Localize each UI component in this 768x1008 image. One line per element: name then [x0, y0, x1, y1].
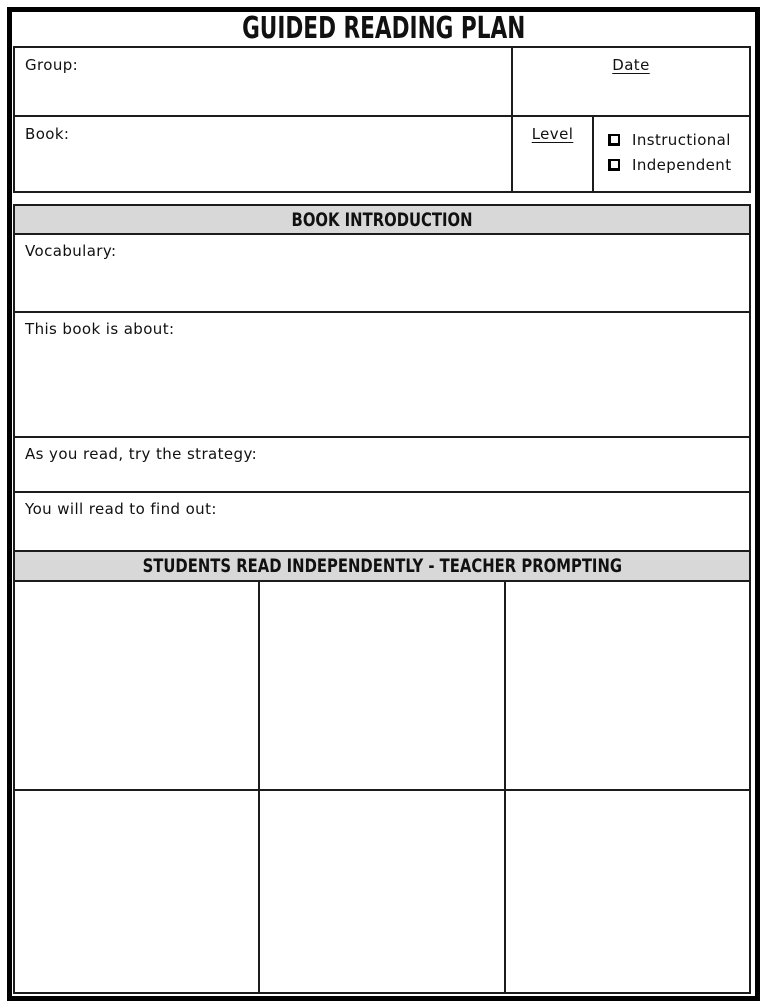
prompting-cell-r2c3[interactable]: [504, 791, 749, 992]
page-title: [0, 11, 768, 46]
students-read-header-text: STUDENTS READ INDEPENDENTLY - TEACHER PROMPTING: [142, 555, 622, 577]
group-label: Group:: [25, 56, 79, 74]
book-about-label: This book is about:: [25, 320, 175, 338]
level-label: Level: [531, 125, 574, 143]
book-label: Book:: [25, 125, 70, 143]
strategy-label: As you read, try the strategy:: [25, 445, 258, 463]
group-field[interactable]: [15, 48, 513, 117]
instructional-label: Instructional: [632, 131, 731, 149]
book-introduction-header: [15, 206, 749, 235]
students-read-header: [15, 552, 749, 582]
page-title-text: GUIDED READING PLAN: [242, 11, 526, 46]
prompting-cell-r2c1[interactable]: [15, 791, 258, 992]
vocabulary-label: Vocabulary:: [25, 242, 117, 260]
find-out-label: You will read to find out:: [25, 500, 217, 518]
prompting-grid-row-1: [15, 582, 749, 791]
header-info-table: [13, 46, 751, 193]
independent-label: Independent: [632, 156, 732, 174]
independent-checkbox-icon[interactable]: [608, 159, 620, 171]
lesson-plan-table: [13, 204, 751, 994]
book-field[interactable]: [15, 117, 513, 191]
instructional-option[interactable]: [608, 131, 749, 149]
prompting-cell-r1c2[interactable]: [258, 582, 503, 789]
level-field[interactable]: [513, 117, 594, 191]
independent-option[interactable]: [608, 156, 749, 174]
find-out-field[interactable]: [15, 493, 749, 552]
strategy-field[interactable]: [15, 438, 749, 493]
prompting-grid-row-2: [15, 791, 749, 992]
prompting-cell-r2c2[interactable]: [258, 791, 503, 992]
prompting-cell-r1c3[interactable]: [504, 582, 749, 789]
prompting-cell-r1c1[interactable]: [15, 582, 258, 789]
level-options-cell: [594, 117, 749, 191]
book-introduction-header-text: BOOK INTRODUCTION: [291, 208, 473, 231]
date-field[interactable]: [513, 48, 749, 117]
instructional-checkbox-icon[interactable]: [608, 134, 620, 146]
vocabulary-field[interactable]: [15, 235, 749, 313]
date-label: Date: [612, 56, 650, 74]
book-about-field[interactable]: [15, 313, 749, 438]
